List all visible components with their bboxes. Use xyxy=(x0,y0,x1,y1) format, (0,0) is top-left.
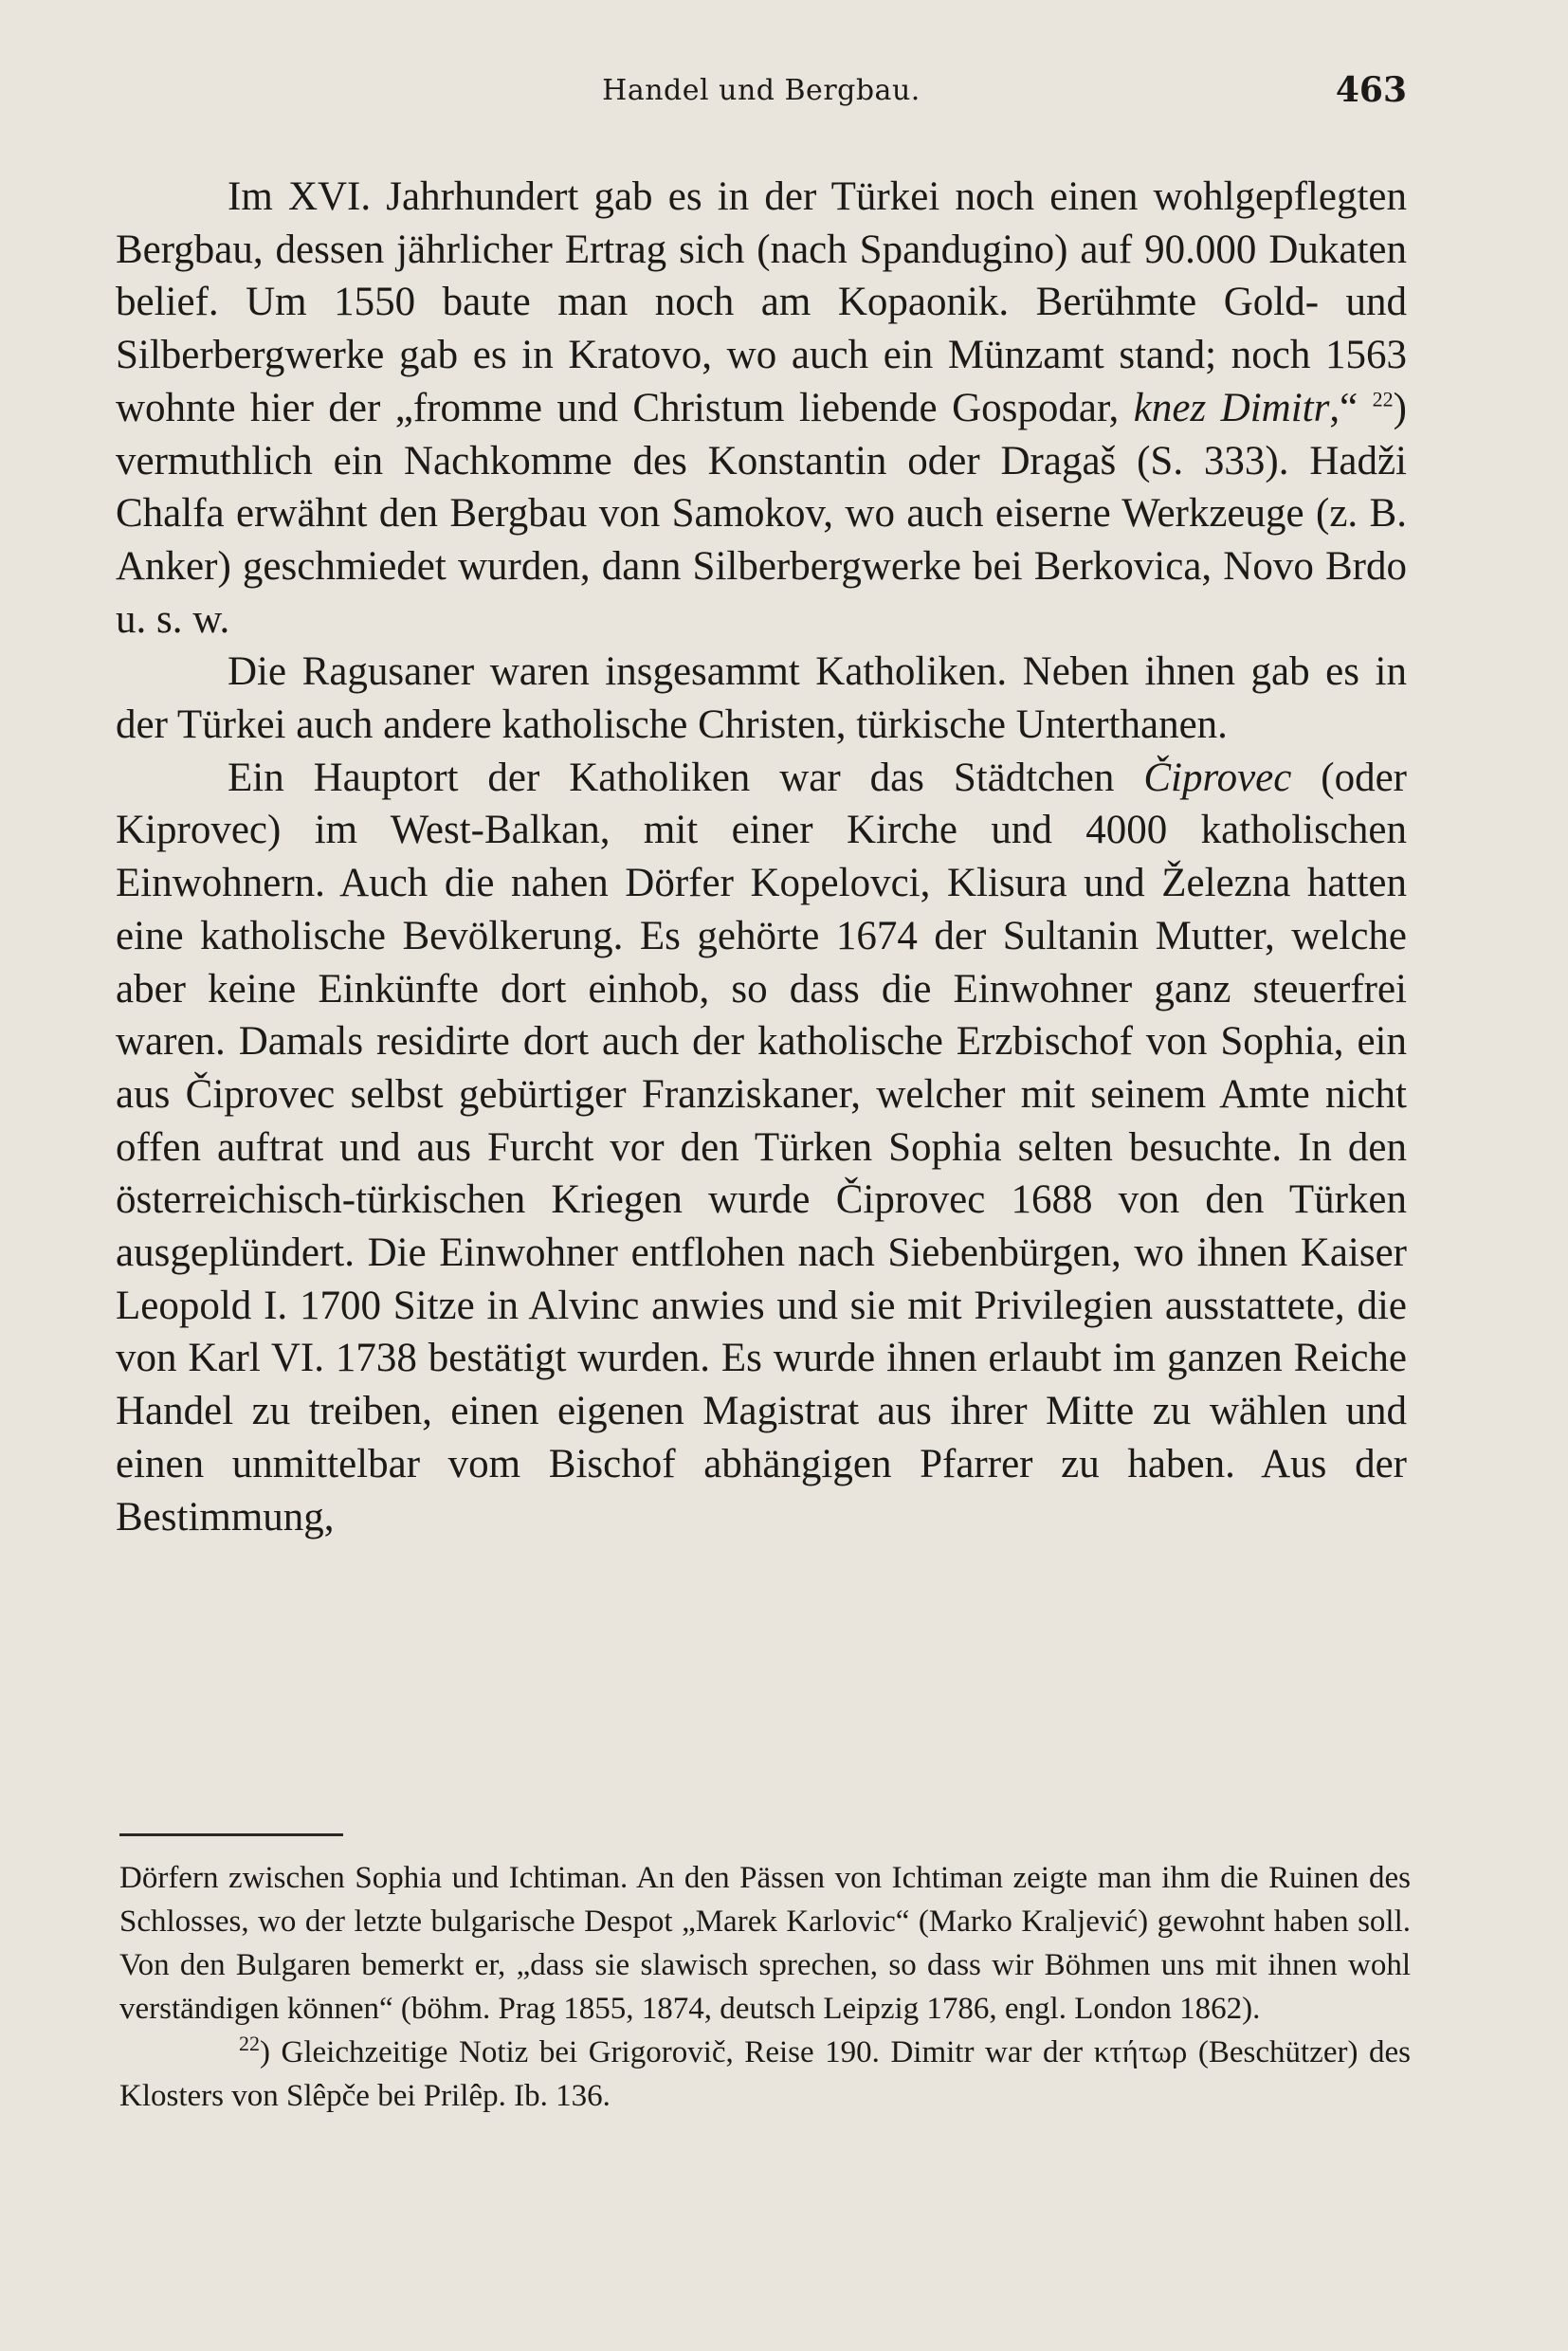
footnote-22 xyxy=(119,2031,1411,2118)
paragraph-ciprovec xyxy=(116,752,1407,1544)
footnotes xyxy=(119,1856,1411,2118)
footnote-text: (Beschützer) des Klosters von Slêpče bei Prilêp. Ib. 136. xyxy=(119,2035,1411,2113)
greek-word: κτήτωρ xyxy=(1093,2035,1188,2069)
page-number: 463 xyxy=(1335,70,1407,110)
footnote-divider xyxy=(119,1833,343,1836)
italic-name: knez Dimitr xyxy=(1133,385,1330,430)
footnote-marker: 22 xyxy=(239,2032,260,2055)
footnote-continued: Dörfern zwischen Sophia und Ichtiman. An den Pässen von Ichtiman zeigte man ihm die Ruinen des Schlosses, wo der letzte bulgarische Despot „Marek Karlovic“ (Marko Kraljević) gewohnt haben soll. Von den Bulgaren bemerkt er, „dass sie slawisch sprechen, so dass wir Böhmen uns mit ihnen wohl verständigen können“ (böhm. Prag 1855, 1874, deutsch Leipzig 1786, engl. London 1862). xyxy=(119,1861,1411,2026)
running-title: Handel und Bergbau. xyxy=(602,74,921,107)
paragraph-text: Im XVI. Jahrhundert gab es in der Türkei noch einen wohlgepflegten Bergbau, dessen jährlicher Ertrag sich (nach Spandugino) auf 90.000 Dukaten belief. Um 1550 baute man noch am Kopaonik. Berühmte Gold- und Silberbergwerke gab es in Kratovo, wo auch ein Münzamt stand; noch 1563 wohnte hier der „fromme und Christum liebende Gospodar, xyxy=(116,174,1407,430)
quote-close: ,“ xyxy=(1329,385,1373,430)
body-text xyxy=(116,171,1407,1543)
paragraph-text: (oder Kiprovec) im West-Balkan, mit einer Kirche und 4000 katholischen Einwohnern. Auch die nahen Dörfer Kopelovci, Klisura und Železna hatten eine katholische Bevölkerung. Es gehörte 1674 der Sultanin Mutter, welche aber keine Einkünfte dort einhob, so dass die Einwohner ganz steuerfrei waren. Damals residirte dort auch der katholische Erzbischof von Sophia, ein aus Čiprovec selbst gebürtiger Franziskaner, welcher mit seinem Amte nicht offen auftrat und aus Furcht vor den Türken Sophia selten besuchte. In den österreichisch-türkischen Kriegen wurde Čiprovec 1688 von den Türken ausgeplündert. Die Einwohner entflohen nach Siebenbürgen, wo ihnen Kaiser Leopold I. 1700 Sitze in Alvinc anwies und sie mit Privilegien ausstattete, die von Karl VI. 1738 bestätigt wurden. Es wurde ihnen erlaubt im ganzen Reiche Handel zu treiben, einen eigenen Magistrat aus ihrer Mitte zu wählen und einen unmittelbar vom Bischof abhängigen Pfarrer zu haben. Aus der Bestimmung, xyxy=(116,755,1407,1540)
paragraph-mining xyxy=(116,171,1407,646)
running-header xyxy=(116,68,1407,116)
footnote-text: ) Gleichzeitige Notiz bei Grigorovič, Reise 190. Dimitr war der xyxy=(260,2035,1094,2069)
paragraph-ragusans: Die Ragusaner waren insgesammt Katholiken. Neben ihnen gab es in der Türkei auch andere katholische Christen, türkische Unterthanen. xyxy=(116,649,1407,748)
paragraph-text: Ein Hauptort der Katholiken war das Städtchen xyxy=(228,755,1144,800)
italic-place-name: Čiprovec xyxy=(1143,755,1292,800)
paragraph-text: ) vermuthlich ein Nachkomme des Konstantin oder Dragaš (S. 333). Hadži Chalfa erwähnt den Bergbau von Samokov, wo auch eiserne Werkzeuge (z. B. Anker) geschmiedet wurden, dann Silberbergwerke bei Berkovica, Novo Brdo u. s. w. xyxy=(116,385,1407,642)
footnote-reference: 22 xyxy=(1372,387,1394,411)
